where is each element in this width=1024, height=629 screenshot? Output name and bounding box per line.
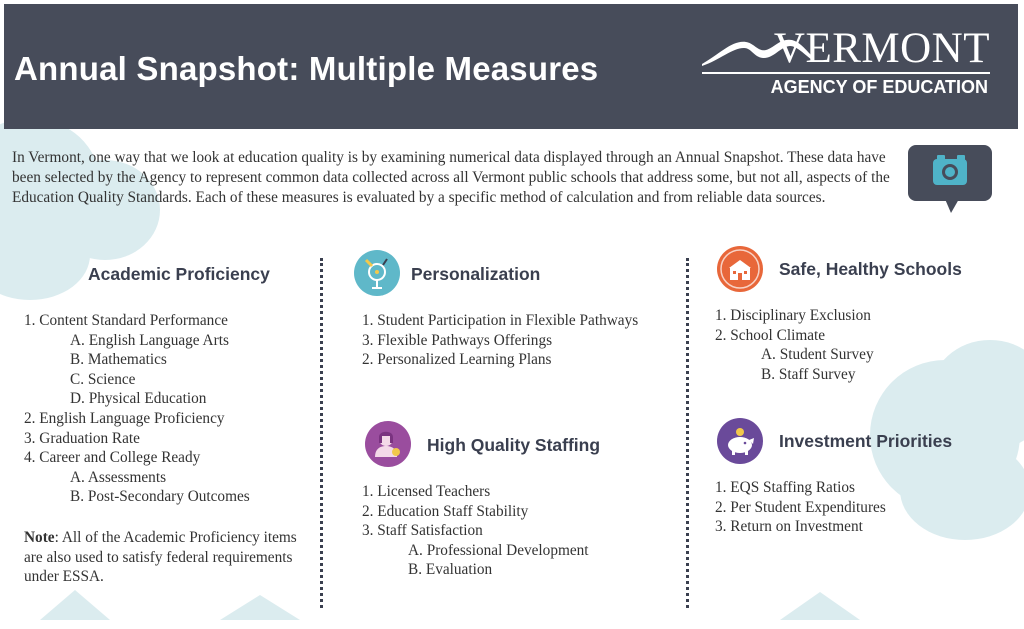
list-item: B. Evaluation — [408, 561, 493, 579]
background-triangle — [40, 590, 110, 620]
teacher-icon — [365, 421, 411, 467]
list-item: 2. School Climate — [715, 326, 826, 344]
section-title-safe-healthy-schools: Safe, Healthy Schools — [779, 259, 962, 279]
vermont-aoe-logo — [700, 24, 990, 104]
list-item: 1. Content Standard Performance — [24, 312, 228, 329]
background-bubble — [900, 440, 1024, 540]
list-item: A. Student Survey — [761, 346, 874, 364]
list-item: A. Professional Development — [408, 541, 589, 559]
list-item: 2. Per Student Expenditures — [715, 498, 886, 516]
page-title: Annual Snapshot: Multiple Measures — [14, 50, 599, 87]
list-item: 2. English Language Proficiency — [24, 409, 225, 427]
list-item: 1. Licensed Teachers — [362, 483, 491, 500]
list-item: 3. Return on Investment — [715, 518, 863, 536]
note-text: : All of the Academic Proficiency items are also used to satisfy federal requirements under ESSA. — [24, 529, 297, 586]
school-building-icon — [717, 246, 763, 292]
column-divider — [320, 258, 323, 608]
list-item: A. Assessments — [70, 468, 167, 486]
personalization-list — [362, 311, 638, 370]
compass-pencil-icon — [354, 250, 400, 296]
section-title-high-quality-staffing: High Quality Staffing — [427, 435, 601, 455]
background-triangle — [780, 592, 860, 620]
academic-note — [24, 528, 314, 587]
list-item: B. Staff Survey — [761, 365, 856, 383]
logo-rule — [702, 72, 990, 74]
section-title-academic-proficiency: Academic Proficiency — [88, 264, 270, 284]
list-item: B. Post-Secondary Outcomes — [70, 488, 250, 506]
header-banner — [4, 4, 1018, 129]
safe-healthy-schools-list — [715, 306, 874, 384]
list-item: 1. EQS Staffing Ratios — [715, 479, 855, 496]
intro-paragraph: In Vermont, one way that we look at education quality is by examining numerical data displayed through an Annual Snapshot. These data have been selected by the Agency to represent common data collected across all Vermont public schools that address some, but not all, aspects of the Education Quality Standards. Each of these measures is evaluated by a specific method of calculation and from reliable data sources. — [12, 149, 890, 206]
investment-priorities-list — [715, 478, 886, 537]
list-item: 3. Staff Satisfaction — [362, 522, 483, 540]
logo-agency-name: AGENCY OF EDUCATION — [770, 77, 988, 97]
list-item: C. Science — [70, 370, 136, 388]
list-item: 3. Flexible Pathways Offerings — [362, 331, 553, 349]
column-divider — [686, 258, 689, 608]
piggy-bank-icon — [717, 418, 763, 464]
list-item: B. Mathematics — [70, 351, 167, 369]
camera-icon — [905, 143, 995, 213]
list-item: 4. Career and College Ready — [24, 449, 201, 467]
section-title-investment-priorities: Investment Priorities — [779, 431, 953, 451]
list-item: 2. Personalized Learning Plans — [362, 351, 552, 369]
high-quality-staffing-list — [362, 482, 589, 580]
logo-state-name: VERMONT — [773, 25, 990, 72]
list-item: 1. Student Participation in Flexible Pathways — [362, 312, 639, 329]
section-title-personalization: Personalization — [411, 264, 541, 284]
list-item: 1. Disciplinary Exclusion — [715, 307, 871, 324]
list-item: 2. Education Staff Stability — [362, 502, 529, 520]
academic-proficiency-list — [24, 311, 250, 507]
list-item: D. Physical Education — [70, 390, 207, 408]
list-item: A. English Language Arts — [70, 331, 229, 349]
list-item: 3. Graduation Rate — [24, 429, 140, 447]
note-label: Note — [24, 529, 55, 546]
background-triangle — [220, 595, 300, 620]
